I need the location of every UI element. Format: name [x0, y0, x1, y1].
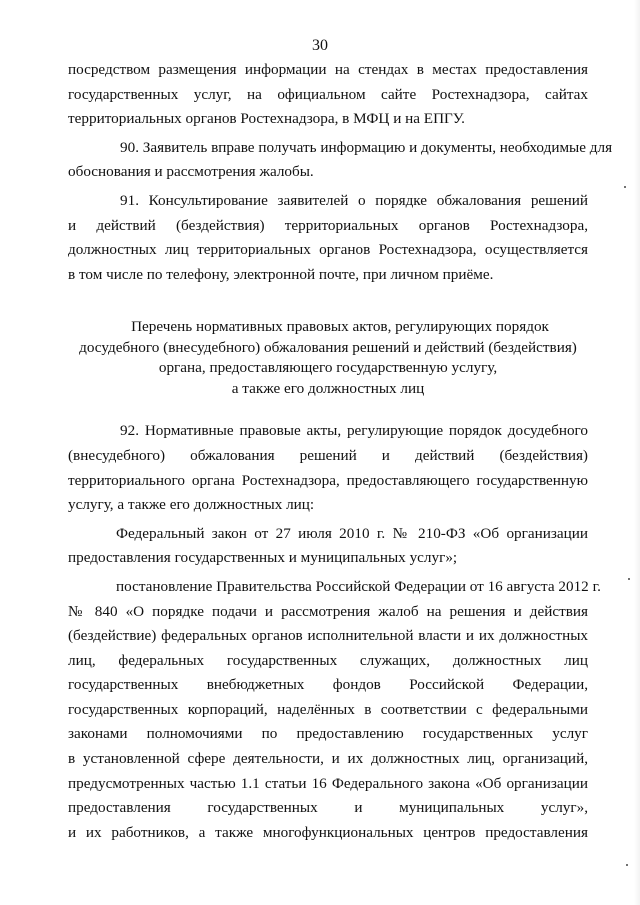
scan-edge-shadow: [634, 0, 640, 905]
text-line: Федеральный закон от 27 июля 2010 г. № 210-ФЗ «Об организации: [116, 524, 588, 542]
text-line: государственных внебюджетных фондов Российской Федерации,: [68, 676, 588, 694]
paragraph-90: [68, 136, 613, 185]
text-line: посредством размещения информации на стендах в местах предоставления: [68, 61, 588, 78]
text-line: и их работников, а также многофункциональных центров предоставления: [68, 823, 588, 841]
text-line: в том числе по телефону, электронной почте, при личном приёме.: [68, 265, 494, 283]
text-line: № 840 «О порядке подачи и рассмотрения жалоб на решения и действия: [68, 602, 588, 620]
heading-line: а также его должностных лиц: [231, 379, 425, 397]
heading-line: Перечень нормативных правовых актов, регулирующих порядок: [131, 318, 549, 336]
text-line: 91. Консультирование заявителей о порядке обжалования решений: [120, 191, 588, 209]
text-line: постановление Правительства Российской Федерации от 16 августа 2012 г.: [116, 577, 601, 595]
paragraph-federal-law: [68, 522, 588, 571]
text-line: предоставления государственных и муниципальных услуг»;: [68, 549, 458, 567]
paragraph-government-decree: [68, 575, 601, 846]
text-line: предусмотренных частью 1.1 статьи 16 Федерального закона «Об организации: [68, 774, 588, 792]
document-body: [68, 58, 613, 845]
page-number: 30: [312, 37, 328, 54]
text-line: государственных услуг, на официальном сайте Ростехнадзора, сайтах: [68, 85, 588, 103]
text-line: государственных корпораций, наделённых в соответствии с федеральными: [68, 700, 588, 718]
text-line: 92. Нормативные правовые акты, регулирующие порядок досудебного: [120, 422, 588, 440]
text-line: законами полномочиями по предоставлению государственных услуг: [68, 725, 588, 743]
paragraph-continuation: [68, 58, 588, 132]
heading-line: досудебного (внесудебного) обжалования решений и действий (бездействия): [79, 338, 577, 356]
section-heading: [68, 317, 588, 399]
heading-line: органа, предоставляющего государственную услугу,: [158, 359, 498, 377]
paragraph-91: [68, 189, 588, 287]
text-line: (бездействие) федеральных органов исполнительной власти и их должностных: [68, 627, 588, 645]
text-line: (внесудебного) обжалования решений и действий (бездействия): [68, 446, 588, 464]
scan-speck: [624, 186, 626, 188]
text-line: и действий (бездействия) территориальных органов Ростехнадзора,: [68, 216, 588, 234]
scan-speck: [628, 578, 630, 580]
text-line: территориальных органов Ростехнадзора, в МФЦ и на ЕПГУ.: [68, 110, 465, 128]
paragraph-92: [68, 419, 588, 517]
text-line: в установленной сфере деятельности, и их должностных лиц, организаций,: [68, 750, 588, 768]
text-line: должностных лиц территориальных органов Ростехнадзора, осуществляется: [68, 241, 588, 259]
text-line: 90. Заявитель вправе получать информацию и документы, необходимые для: [120, 138, 613, 156]
text-line: предоставления государственных и муниципальных услуг»,: [68, 799, 588, 817]
text-line: лиц, федеральных государственных служащих, должностных лиц: [68, 651, 588, 669]
text-line: территориального органа Ростехнадзора, предоставляющего государственную: [68, 471, 588, 489]
scan-speck: [626, 864, 628, 866]
text-line: обоснования и рассмотрения жалобы.: [68, 163, 314, 181]
text-line: услугу, а также его должностных лиц:: [68, 496, 315, 514]
